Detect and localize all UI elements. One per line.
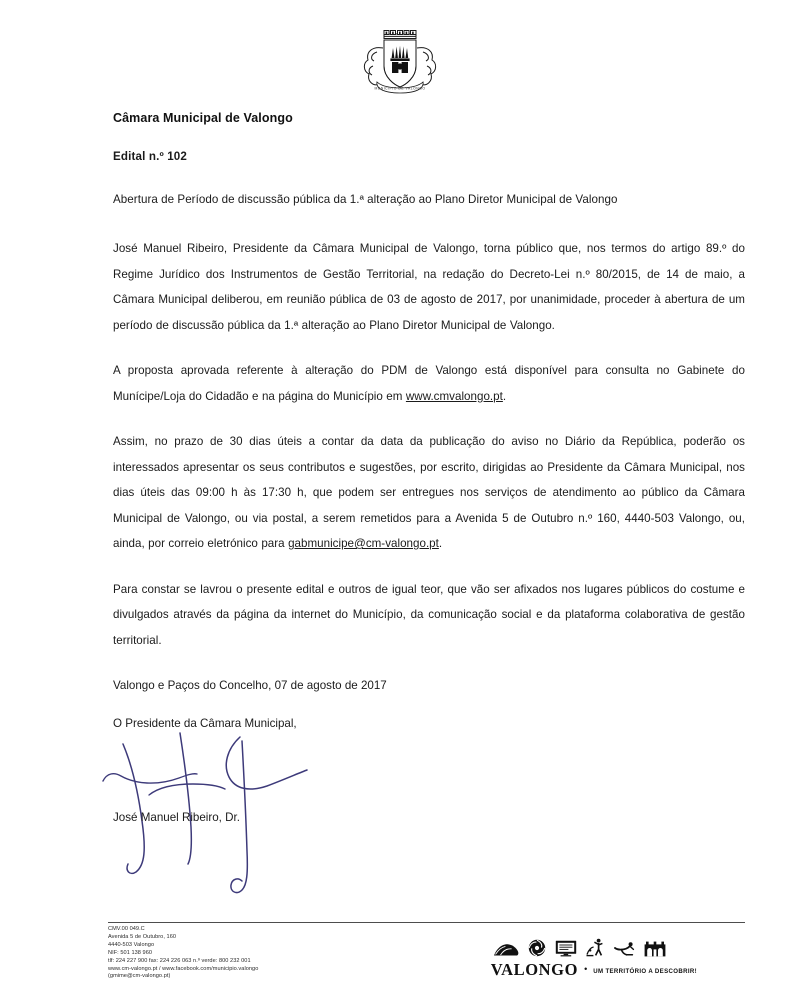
paragraph-3-tail: . [438,537,443,550]
email-link[interactable]: gabmunicipe@cm-valongo.pt [288,537,439,550]
slate-blackboard-icon [555,940,577,957]
paragraph-2-text: A proposta aprovada referente à alteração do PDM de Valongo está disponível para consulta no Gabinete do Munícipe/Loja do Cidadão e na página do Município em [113,364,745,403]
edital-number: Edital n.º 102 [113,150,187,163]
footer-address-line: NIF: 501 138 960 [108,949,153,956]
brand-wordmark [491,960,697,980]
brand-separator-dot: • [584,964,588,974]
slate-worker-icon [586,938,605,957]
signer-name: José Manuel Ribeiro, Dr. [113,811,240,824]
paragraph-3 [113,429,745,557]
signature-block [113,733,745,841]
coat-of-arms-icon [357,30,443,102]
valongo-brand-lockup [491,934,697,980]
website-link[interactable]: www.cmvalongo.pt [405,389,503,403]
footer-address-line: 4440-503 Valongo [108,941,155,948]
paragraph-3-text: Assim, no prazo de 30 dias úteis a contar da data da publicação do aviso no Diário da República, poderão os interessados apresentar os seus contributos e sugestões, por escrito, dirigidas ao Presidente da Câmara Municipal, nos dias úteis das 09:00 h às 17:30 h, que podem ser entregues nos serviços de atendimento ao público da Câmara Municipal de Valongo, ou via postal, a serem remetidos para a Avenida 5 de Outubro n.º 160, 4440-503 Valongo, ou, ainda, por correio eletrónico para [113,435,745,550]
paragraph-1-text: José Manuel Ribeiro, Presidente da Câmara Municipal de Valongo, torna público que, nos termos do artigo 89.º do Regime Jurídico dos Instrumentos de Gestão Territorial, na redação do Decreto-Lei n.º 80/2015, de 14 de maio, a Câmara Municipal deliberou, em reunião pública de 03 de agosto de 2017, por unanimidade, proceder à abertura de um período de discussão pública da 1.ª alteração ao Plano Diretor Municipal de Valongo. [113,242,745,332]
footer-address-line: Avenida 5 de Outubro, 160 [108,933,177,940]
organization-name: Câmara Municipal de Valongo [113,111,293,125]
brand-name: VALONGO [490,960,579,979]
page-footer [108,922,745,981]
footer-address-line: (gmime@cm-valongo.pt) [108,973,171,980]
reclining-figure-icon [614,941,635,957]
footer-address-block [108,926,258,981]
footer-address-line: tlf: 224 227 900 fax: 224 226 063 n.º verde: 800 232 001 [108,957,251,964]
letterhead [0,30,800,125]
bridge-arches-icon [644,941,666,957]
paragraph-4: Para constar se lavrou o presente edital e outros de igual teor, que vão ser afixados nos lugares públicos do costume e divulgados através da página da internet do Município, da comunicação social e da plataforma colaborativa de gestão territorial. [113,582,745,647]
footer-address-line: www.cm-valongo.pt / www.facebook.com/municipio.valongo [108,965,259,972]
document-subject: Abertura de Período de discussão pública da 1.ª alteração ao Plano Diretor Municipal de Valongo [113,193,618,206]
brand-icon-row [491,934,697,957]
signer-title: O Presidente da Câmara Municipal, [113,717,297,730]
footer-address-line: CMV.00 049.C [108,926,145,932]
place-and-date: Valongo e Paços do Concelho, 07 de agosto de 2017 [113,679,387,692]
brand-tagline: UM TERRITÓRIO A DESCOBRIR! [593,968,697,975]
ammonite-fossil-icon [528,939,546,957]
hill-icon [493,942,519,957]
footer-divider [108,922,745,923]
paragraph-1 [113,236,745,338]
document-body [113,150,745,841]
paragraph-2 [113,358,745,409]
svg-text:MUNICIPIO DE VALONGO: MUNICIPIO DE VALONGO [374,86,426,91]
paragraph-2-tail: . [502,389,507,403]
